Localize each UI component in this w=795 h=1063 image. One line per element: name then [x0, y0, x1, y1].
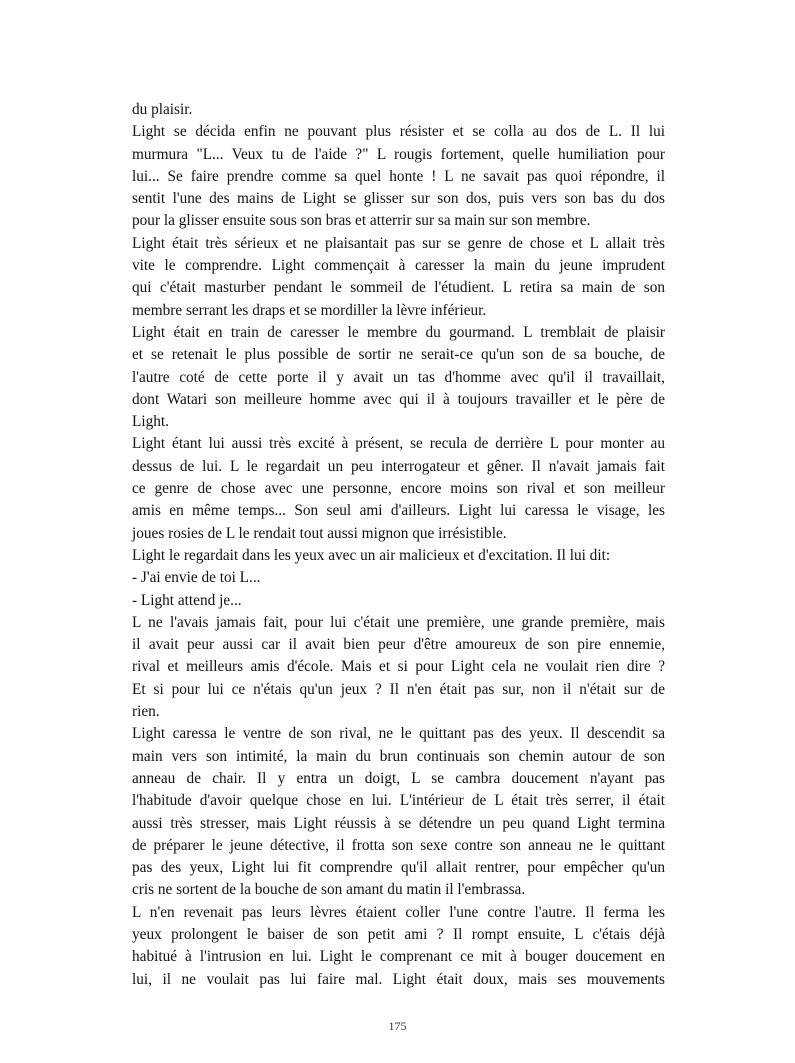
- text-line: amis en même temps... Son seul ami d'ailleurs. Light lui caressa le visage, les: [132, 502, 665, 520]
- text-line: qui c'était masturber pendant le sommeil de l'étudient. L retira sa main de son: [132, 279, 665, 297]
- text-line: Light le regardait dans les yeux avec un air malicieux et d'excitation. Il lui dit:: [132, 546, 611, 564]
- text-line: pas des yeux, Light lui fit comprendre qu'il allait rentrer, pour empêcher qu'un: [132, 859, 665, 877]
- text-line: L ne l'avais jamais fait, pour lui c'était une première, une grande première, mais: [132, 613, 665, 631]
- text-line: murmura "L... Veux tu de l'aide ?" L rougis fortement, quelle humiliation pour: [132, 145, 665, 163]
- text-line: sentit l'une des mains de Light se glisser sur son dos, puis vers son bas du dos: [132, 190, 665, 208]
- text-line: rien.: [132, 703, 160, 721]
- text-line: vite le comprendre. Light commençait à caresser la main du jeune imprudent: [132, 257, 665, 275]
- page-number: 175: [388, 1019, 407, 1033]
- text-line: main vers son intimité, la main du brun continuais son chemin autour de son: [132, 747, 665, 765]
- text-line: membre serrant les draps et se mordiller la lèvre inférieur.: [132, 301, 487, 319]
- text-line: et se retenait le plus possible de sortir ne serait-ce qu'un son de sa bouche, de: [132, 346, 665, 364]
- text-line: anneau de chair. Il y entra un doigt, L se cambra doucement n'ayant pas: [132, 769, 665, 787]
- text-line: Light se décida enfin ne pouvant plus résister et se colla au dos de L. Il lui: [132, 123, 665, 141]
- text-line: Light caressa le ventre de son rival, ne le quittant pas des yeux. Il descendit sa: [132, 725, 665, 743]
- text-line: Light était très sérieux et ne plaisantait pas sur se genre de chose et L allait très: [132, 234, 665, 252]
- text-line: dont Watari son meilleure homme avec qui il à toujours travailler et le père de: [132, 390, 665, 408]
- text-line: habitué à l'intrusion en lui. Light le comprenant ce mit à bouger doucement en: [132, 948, 665, 966]
- text-line: ce genre de chose avec une personne, encore moins son rival et son meilleur: [132, 480, 665, 498]
- text-line: Light.: [132, 413, 169, 431]
- text-line: l'habitude d'avoir quelque chose en lui. L'intérieur de L était très serrer, il était: [132, 792, 665, 810]
- text-line: lui... Se faire prendre comme sa quel honte ! L ne savait pas quoi répondre, il: [132, 167, 665, 185]
- text-line: Et si pour lui ce n'étais qu'un jeux ? Il n'en était pas sur, non il n'était sur de: [132, 680, 665, 698]
- text-line: dessus de lui. L le regardait un peu interrogateur et gêner. Il n'avait jamais fait: [132, 457, 665, 475]
- text-line: Light étant lui aussi très excité à présent, se recula de derrière L pour monter au: [132, 435, 665, 453]
- text-line: pour la glisser ensuite sous son bras et atterrir sur sa main sur son membre.: [132, 212, 591, 230]
- text-line: Light était en train de caresser le membre du gourmand. L tremblait de plaisir: [132, 323, 665, 341]
- text-line: rival et meilleurs amis d'école. Mais et si pour Light cela ne voulait rien dire ?: [132, 658, 665, 676]
- body-text: [132, 99, 665, 991]
- text-line: - Light attend je...: [132, 591, 242, 609]
- text-line: joues rosies de L le rendait tout aussi mignon que irrésistible.: [132, 524, 507, 542]
- text-line: - J'ai envie de toi L...: [132, 569, 261, 587]
- text-line: cris ne sortent de la bouche de son amant du matin il l'embrassa.: [132, 881, 526, 899]
- text-line: lui, il ne voulait pas lui faire mal. Light était doux, mais ses mouvements: [132, 970, 665, 988]
- text-line: du plaisir.: [132, 101, 193, 118]
- text-line: yeux prolongent le baiser de son petit ami ? Il rompt ensuite, L c'étais déjà: [132, 925, 665, 943]
- text-line: L n'en revenait pas leurs lèvres étaient coller l'une contre l'autre. Il ferma les: [132, 903, 665, 921]
- text-line: l'autre coté de cette porte il y avait un tas d'homme avec qu'il il travaillait,: [132, 368, 665, 386]
- text-line: il avait peur aussi car il avait bien peur d'être amoureux de son pire ennemie,: [132, 636, 665, 654]
- text-line: aussi très stresser, mais Light réussis à se détendre un peu quand Light termina: [132, 814, 665, 832]
- text-line: de préparer le jeune détective, il frotta son sexe contre son anneau ne le quittant: [132, 836, 665, 854]
